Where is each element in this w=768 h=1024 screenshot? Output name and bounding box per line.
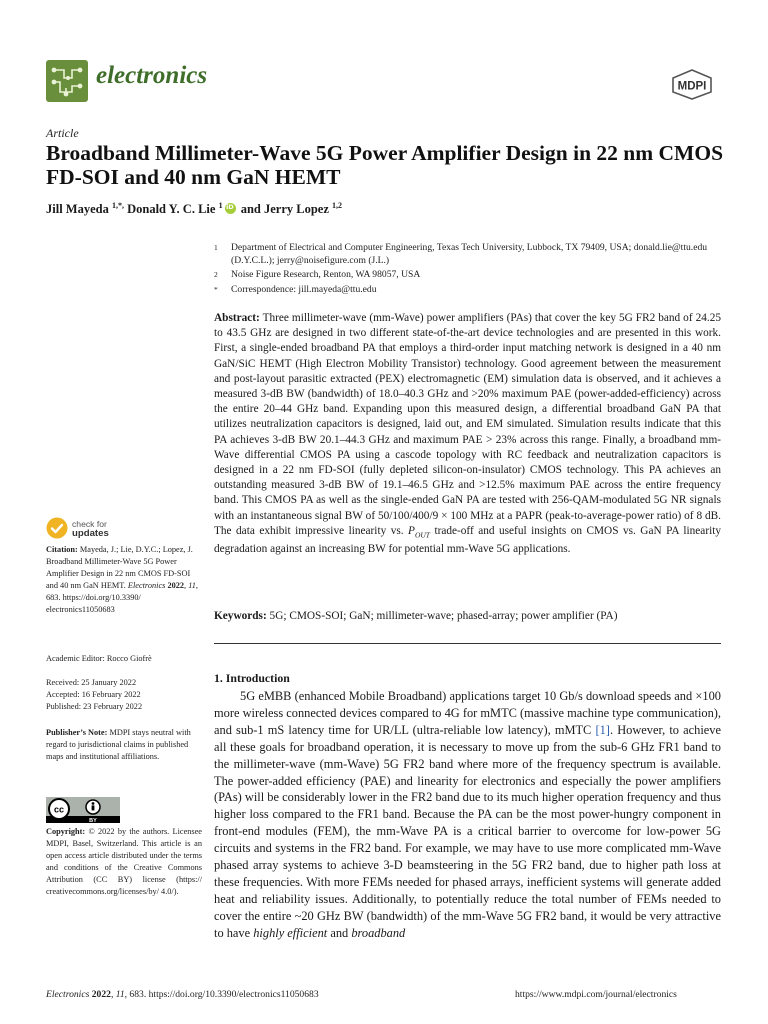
affiliation-item bbox=[214, 242, 724, 267]
citation-year: 2022 bbox=[167, 581, 185, 591]
publisher-note bbox=[46, 727, 202, 763]
copyright-text: © 2022 by the authors. Licensee MDPI, Basel, Switzerland. This article is an open access article distributed under the terms and conditions of the Creative Commons Attribution (CC BY) license (https:// creativecommons.org/licenses/by/ 4.0/). bbox=[46, 827, 202, 897]
academic-editor: Academic Editor: Rocco Giofrè bbox=[46, 654, 152, 663]
introduction-paragraph bbox=[214, 688, 721, 942]
article-type: Article bbox=[46, 126, 79, 140]
abstract-text-end: trade-off and useful insights on CMOS vs. GaN PA linearity degradation against an increasing BW for potential mm-Wave 5G applications. bbox=[214, 524, 722, 556]
affiliation-item bbox=[214, 284, 724, 297]
footer-volume: 11 bbox=[115, 989, 125, 1000]
citation-label: Citation: bbox=[46, 545, 78, 554]
check-for-updates-button[interactable] bbox=[46, 516, 164, 542]
author-affiliation-mark: 1,2 bbox=[332, 201, 342, 210]
mdpi-logo-icon bbox=[666, 68, 718, 100]
accepted-date: Accepted: 16 February 2022 bbox=[46, 690, 141, 700]
svg-text:cc: cc bbox=[53, 804, 65, 815]
intro-emphasis: highly efficient bbox=[253, 925, 328, 940]
divider bbox=[214, 643, 721, 644]
journal-name: electronics bbox=[96, 62, 208, 89]
intro-emphasis: broadband bbox=[351, 925, 406, 940]
intro-text: and bbox=[327, 925, 352, 940]
citation-block: Citation: Mayeda, J.; Lie, D.Y.C.; Lopez, J. Broadband Millimeter-Wave 5G Power Amplifier Design in 22 nm CMOS FD-SOI and 40 nm GaN HEMT. Electronics 2022, 11, 683. https://doi.org/10.3390/ electronics11050683 bbox=[46, 545, 198, 615]
citation-link[interactable]: [1] bbox=[595, 722, 610, 737]
cc-by-text: BY bbox=[89, 818, 97, 823]
author-separator: and bbox=[240, 202, 261, 217]
citation-volume: 11 bbox=[188, 581, 196, 591]
intro-text: . However, to achieve all these goals for broadband operation, it is necessary to move up from the sub-6 GHz FR1 band to the millimeter-wave (mm-Wave) 5G FR2 band where more of the frequency spectrum is available. The power-added efficiency (PAE) and linearity for electronics and especially the power amplifiers (PAs) will be considerably lower in the FR2 band due to its much higher operation frequency and thus higher loss compared to the FR1 band. Because the PA can be the most power-hungry component in front-end modules (FEM), the mm-Wave PA is a critical barrier to overcome for low-power 5G circuits and systems in the FR2 band. For example, we may have to use more complicated mm-Wave phased array systems to achieve 3-D beamsteering in the 5G FR2 band, due to higher path loss at these frequencies. With more FEMs needed for phased arrays, inefficient systems will generate added heat and reliability issues. Additionally, to potentially reduce the total number of FEMs needed to cover the entire ~20 GHz BW (bandwidth) of the mm-Wave 5G FR2 band, it would be very attractive to have bbox=[214, 722, 721, 940]
abstract-text: Three millimeter-wave (mm-Wave) power amplifiers (PAs) that cover the key 5G FR2 band of 24.25 to 43.5 GHz are designed in two different state-of-the-art device technologies and are presented in this work. First, a single-ended broadband PA that employs a third-order input matching network is designed in a 40 nm GaN/SiC HEMT (High Electron Mobility Transistor) technology. Good agreement between the measurement and post-layout parasitic extracted (PEX) electromagnetic (EM) simulation data is observed, and it achieves a measured 3-dB BW (bandwidth) of 18.0–40.3 GHz and >20% maximum PAE (power-added-efficiency) across the entire 20–44 GHz band. Expanding upon this measured design, a differential broadband GaN PA that utilizes neutralization capacitors is designed, laid out, and EM simulated. Simulation results indicate that this PA achieves 3-dB BW 20.1–44.3 GHz and maximum PAE > 23% across this range. Finally, a broadband mm-Wave differential CMOS PA using a cascode topology with RC feedback and neutralization capacitors is designed in a 22 nm FD-SOI (fully depleted silicon-on-insulator) CMOS technology. This PA achieves an outstanding measured 3-dB BW of 19.1–46.5 GHz and >12.5% maximum PAE across the entire frequency band. This CMOS PA as well as the single-ended GaN PA are tested with 256-QAM-modulated 5G NR signals with an instantaneous signal BW of 50/100/400/9 × 100 MHz at a PAPR (peak-to-average-power ratio) of 8 dB. The data exhibit impressive linearity vs. bbox=[214, 312, 721, 537]
author-affiliation-mark: 1 bbox=[218, 201, 223, 210]
affiliation-mark: * bbox=[214, 284, 218, 294]
citation-journal: Electronics bbox=[127, 581, 166, 591]
citation-text: Mayeda, J.; Lie, D.Y.C.; Lopez, J. Broadband Millimeter-Wave 5G Power Amplifier Design in 22 nm CMOS FD-SOI and 40 nm GaN HEMT. bbox=[46, 545, 193, 591]
published-date: Published: 23 February 2022 bbox=[46, 702, 143, 712]
pout-subscript: OUT bbox=[414, 530, 430, 540]
check-for-updates-icon bbox=[46, 517, 68, 539]
cc-by-license-icon[interactable] bbox=[46, 797, 120, 823]
keywords bbox=[214, 609, 721, 624]
updates-label: updates bbox=[72, 528, 109, 539]
footer-journal-url[interactable]: https://www.mdpi.com/journal/electronics bbox=[515, 989, 677, 1000]
affiliation-mark: 1 bbox=[214, 243, 218, 252]
keywords-text: 5G; CMOS-SOI; GaN; millimeter-wave; phased-array; power amplifier (PA) bbox=[269, 610, 618, 622]
pout-symbol: P bbox=[408, 524, 415, 537]
author-list bbox=[46, 201, 342, 217]
keywords-label: Keywords: bbox=[214, 610, 267, 622]
footer-year: 2022 bbox=[91, 989, 111, 1000]
affiliation-text: Department of Electrical and Computer Engineering, Texas Tech University, Lubbock, TX 79409, USA; donald.lie@ttu.edu (D.Y.C.L.); jerry@noisefigure.com (J.L.) bbox=[231, 242, 708, 266]
intro-text: 5G eMBB (enhanced Mobile Broadband) applications target 10 Gb/s download speeds and ×100 more wireless connected devices compared to 4G for mMTC (massive machine type communication), and sub-1 mS latency time for UR/LL (ultra-reliable low latency), mMTC bbox=[214, 689, 721, 737]
abstract-label: Abstract: bbox=[214, 312, 260, 324]
section-heading-introduction: 1. Introduction bbox=[214, 671, 290, 685]
author-affiliation-mark: 1,*, bbox=[111, 201, 124, 210]
orcid-icon[interactable] bbox=[225, 203, 236, 214]
mdpi-logo-text: MDPI bbox=[677, 80, 707, 93]
affiliation-text: Noise Figure Research, Renton, WA 98057, USA bbox=[231, 269, 421, 281]
citation-doi[interactable]: , 683. https://doi.org/10.3390/ electronics11050683 bbox=[46, 581, 198, 615]
abstract bbox=[214, 311, 721, 558]
dates-block bbox=[46, 677, 202, 713]
footer-journal: Electronics bbox=[46, 989, 90, 1000]
electronics-journal-logo-icon bbox=[46, 60, 88, 102]
copyright-block bbox=[46, 826, 202, 899]
affiliation-mark: 2 bbox=[214, 270, 218, 280]
copyright-label: Copyright: bbox=[46, 827, 86, 836]
check-for-label: check for bbox=[72, 519, 107, 529]
article-title: Broadband Millimeter-Wave 5G Power Amplifier Design in 22 nm CMOS FD-SOI and 40 nm GaN HEMT bbox=[46, 141, 724, 189]
footer-citation: Electronics 2022, 11, 683. https://doi.org/10.3390/electronics11050683 bbox=[46, 989, 319, 1000]
correspondence-text: Correspondence: jill.mayeda@ttu.edu bbox=[231, 283, 377, 295]
received-date: Received: 25 January 2022 bbox=[46, 678, 137, 687]
author-name[interactable]: Jill Mayeda bbox=[46, 202, 109, 217]
author-name[interactable]: Donald Y. C. Lie bbox=[127, 202, 216, 217]
publisher-note-label: Publisher’s Note: bbox=[46, 728, 108, 737]
affiliation-item bbox=[214, 269, 724, 282]
author-name[interactable]: Jerry Lopez bbox=[263, 202, 329, 217]
publisher-note-text: MDPI stays neutral with regard to jurisdictional claims in published maps and institutional affiliations. bbox=[46, 728, 191, 762]
footer-doi-link[interactable]: , 683. https://doi.org/10.3390/electronics11050683 bbox=[124, 989, 319, 1000]
affiliations bbox=[214, 242, 724, 296]
